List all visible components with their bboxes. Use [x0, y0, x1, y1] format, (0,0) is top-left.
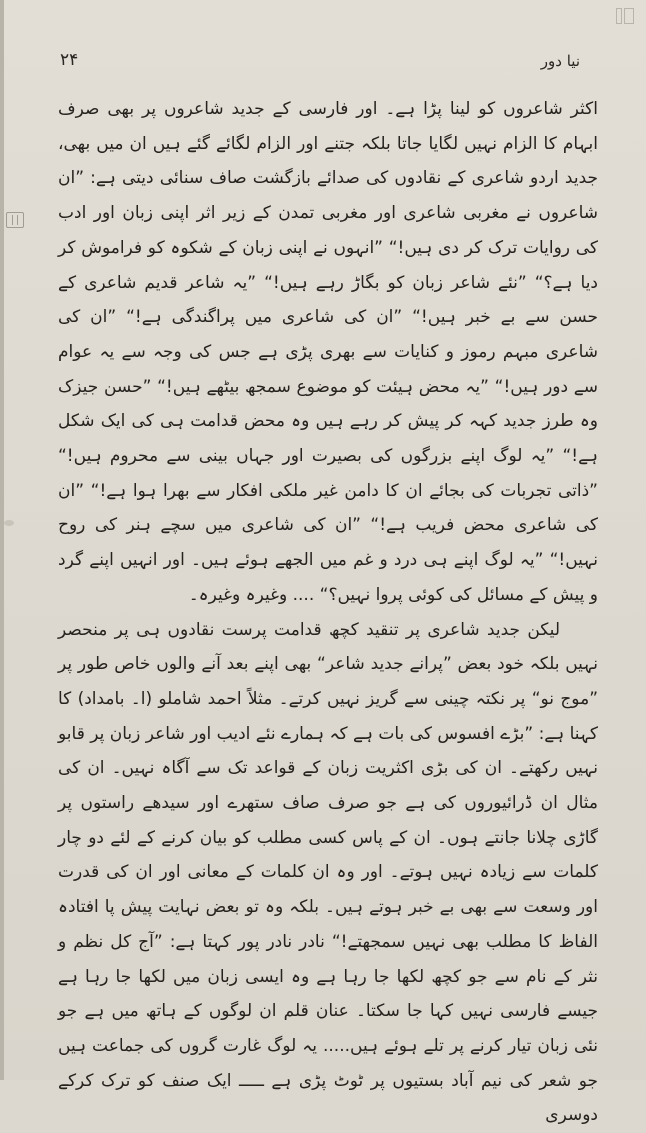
- paper-stain: [4, 520, 14, 526]
- paragraph: لیکن جدید شاعری پر تنقید کچھ قدامت پرست نقادوں ہی پر منحصر نہیں بلکہ خود بعض ”پرانے جدید شاعر“ بھی اپنے بعد آنے والوں خاص طور پر ”موج نو“ پر نکتہ چینی سے گریز نہیں کرتے۔ مثلاً احمد شاملو (ا۔ بامداد) کا کہنا ہے: ”بڑے افسوس کی بات ہے کہ ہمارے نئے ادیب اور شاعر زبان پر قابو نہیں رکھتے۔ ان کی بڑی اکثریت زبان کے قواعد تک سے آگاہ نہیں۔ ان کی مثال ان ڈرائیوروں کی ہے جو صرف صاف ستھرے اور سیدھے راستوں پر گاڑی چلانا جانتے ہوں۔ ان کے پاس کسی مطلب کو بیان کرنے کے لئے دو چار کلمات سے زیادہ نہیں ہوتے۔ اور وہ ان کلمات کے معانی اور ان کی قدرت اور وسعت سے بھی بے خبر ہوتے ہیں۔ بلکہ وہ تو بعض نہایت پیش پا افتادہ الفاظ کا مطلب بھی نہیں سمجھتے!“ نادر نادر پور کہتا ہے: ”آج کل نظم و نثر کے نام سے جو کچھ لکھا جا رہا ہے وہ ایسی زبان میں لکھا جا رہا ہے جیسے فارسی نہیں کہا جا سکتا۔ عنان قلم ان لوگوں کے ہاتھ میں ہے جو نئی زبان تیار کرنے پر تلے ہوئے ہیں..... یہ لوگ غارت گروں کی جماعت ہیں جو شعر کی نیم آباد بستیوں پر ٹوٹ پڑی ہے ـــــ ایک صنف کو ترک کرکے دوسری: [58, 619, 598, 1126]
- page-header: [60, 50, 580, 82]
- running-title: نیا دور: [540, 52, 580, 70]
- scan-edge: [0, 0, 4, 1080]
- corner-mark-icon: [616, 8, 622, 24]
- body-text: [58, 92, 598, 1133]
- corner-mark-icon: [624, 8, 634, 24]
- page-number: ۲۴: [60, 50, 79, 70]
- paragraph: اکثر شاعروں کو لینا پڑا ہے۔ اور فارسی کے جدید شاعروں پر بھی صرف ابہام کا الزام نہیں لگایا جاتا بلکہ جتنے اور الزام لگائے گئے ہیں ان میں بھی، جدید اردو شاعری کے نقادوں کی صدائے بازگشت صاف سنائی دیتی ہے: ”ان شاعروں نے مغربی شاعری اور مغربی تمدن کے زیر اثر اپنی زبان اور ادب کی روایات ترک کر دی ہیں!“ ”انہوں نے اپنی زبان کے شکوہ کو فراموش کر دیا ہے؟“ ”نئے شاعر زبان کو بگاڑ رہے ہیں!“ ”یہ شاعر قدیم شاعری کے حسن سے بے خبر ہیں!“ ”ان کی شاعری میں پراگندگی ہے!“ ”ان کی شاعری مبہم رموز و کنایات سے بھری پڑی ہے جس کی وجہ سے یہ عوام سے دور ہیں!“ ”یہ محض ہیئت کو موضوع سمجھ بیٹھے ہیں!“ ”حسن جیزک وہ طرز جدید کہہ کر پیش کر رہے ہیں وہ محض قدامت ہی کی ایک شکل ہے!“ ”یہ لوگ اپنے بزرگوں کی بصیرت اور جہاں بینی سے محروم ہیں!“ ”ذاتی تجربات کی بجائے ان کا دامن غیر ملکی افکار سے بھرا ہوا ہے!“ ”ان کی شاعری محض فریب ہے!“ ”ان کی شاعری میں سچے ہنر کی روح نہیں!“ ”یہ لوگ اپنے ہی درد و غم میں الجھے ہوئے ہیں۔ اور انہیں اپنے گرد و پیش کے مسائل کی کوئی پروا نہیں؟“ .... وغیرہ وغیرہ۔: [58, 99, 598, 605]
- binding-mark-icon: [6, 212, 24, 228]
